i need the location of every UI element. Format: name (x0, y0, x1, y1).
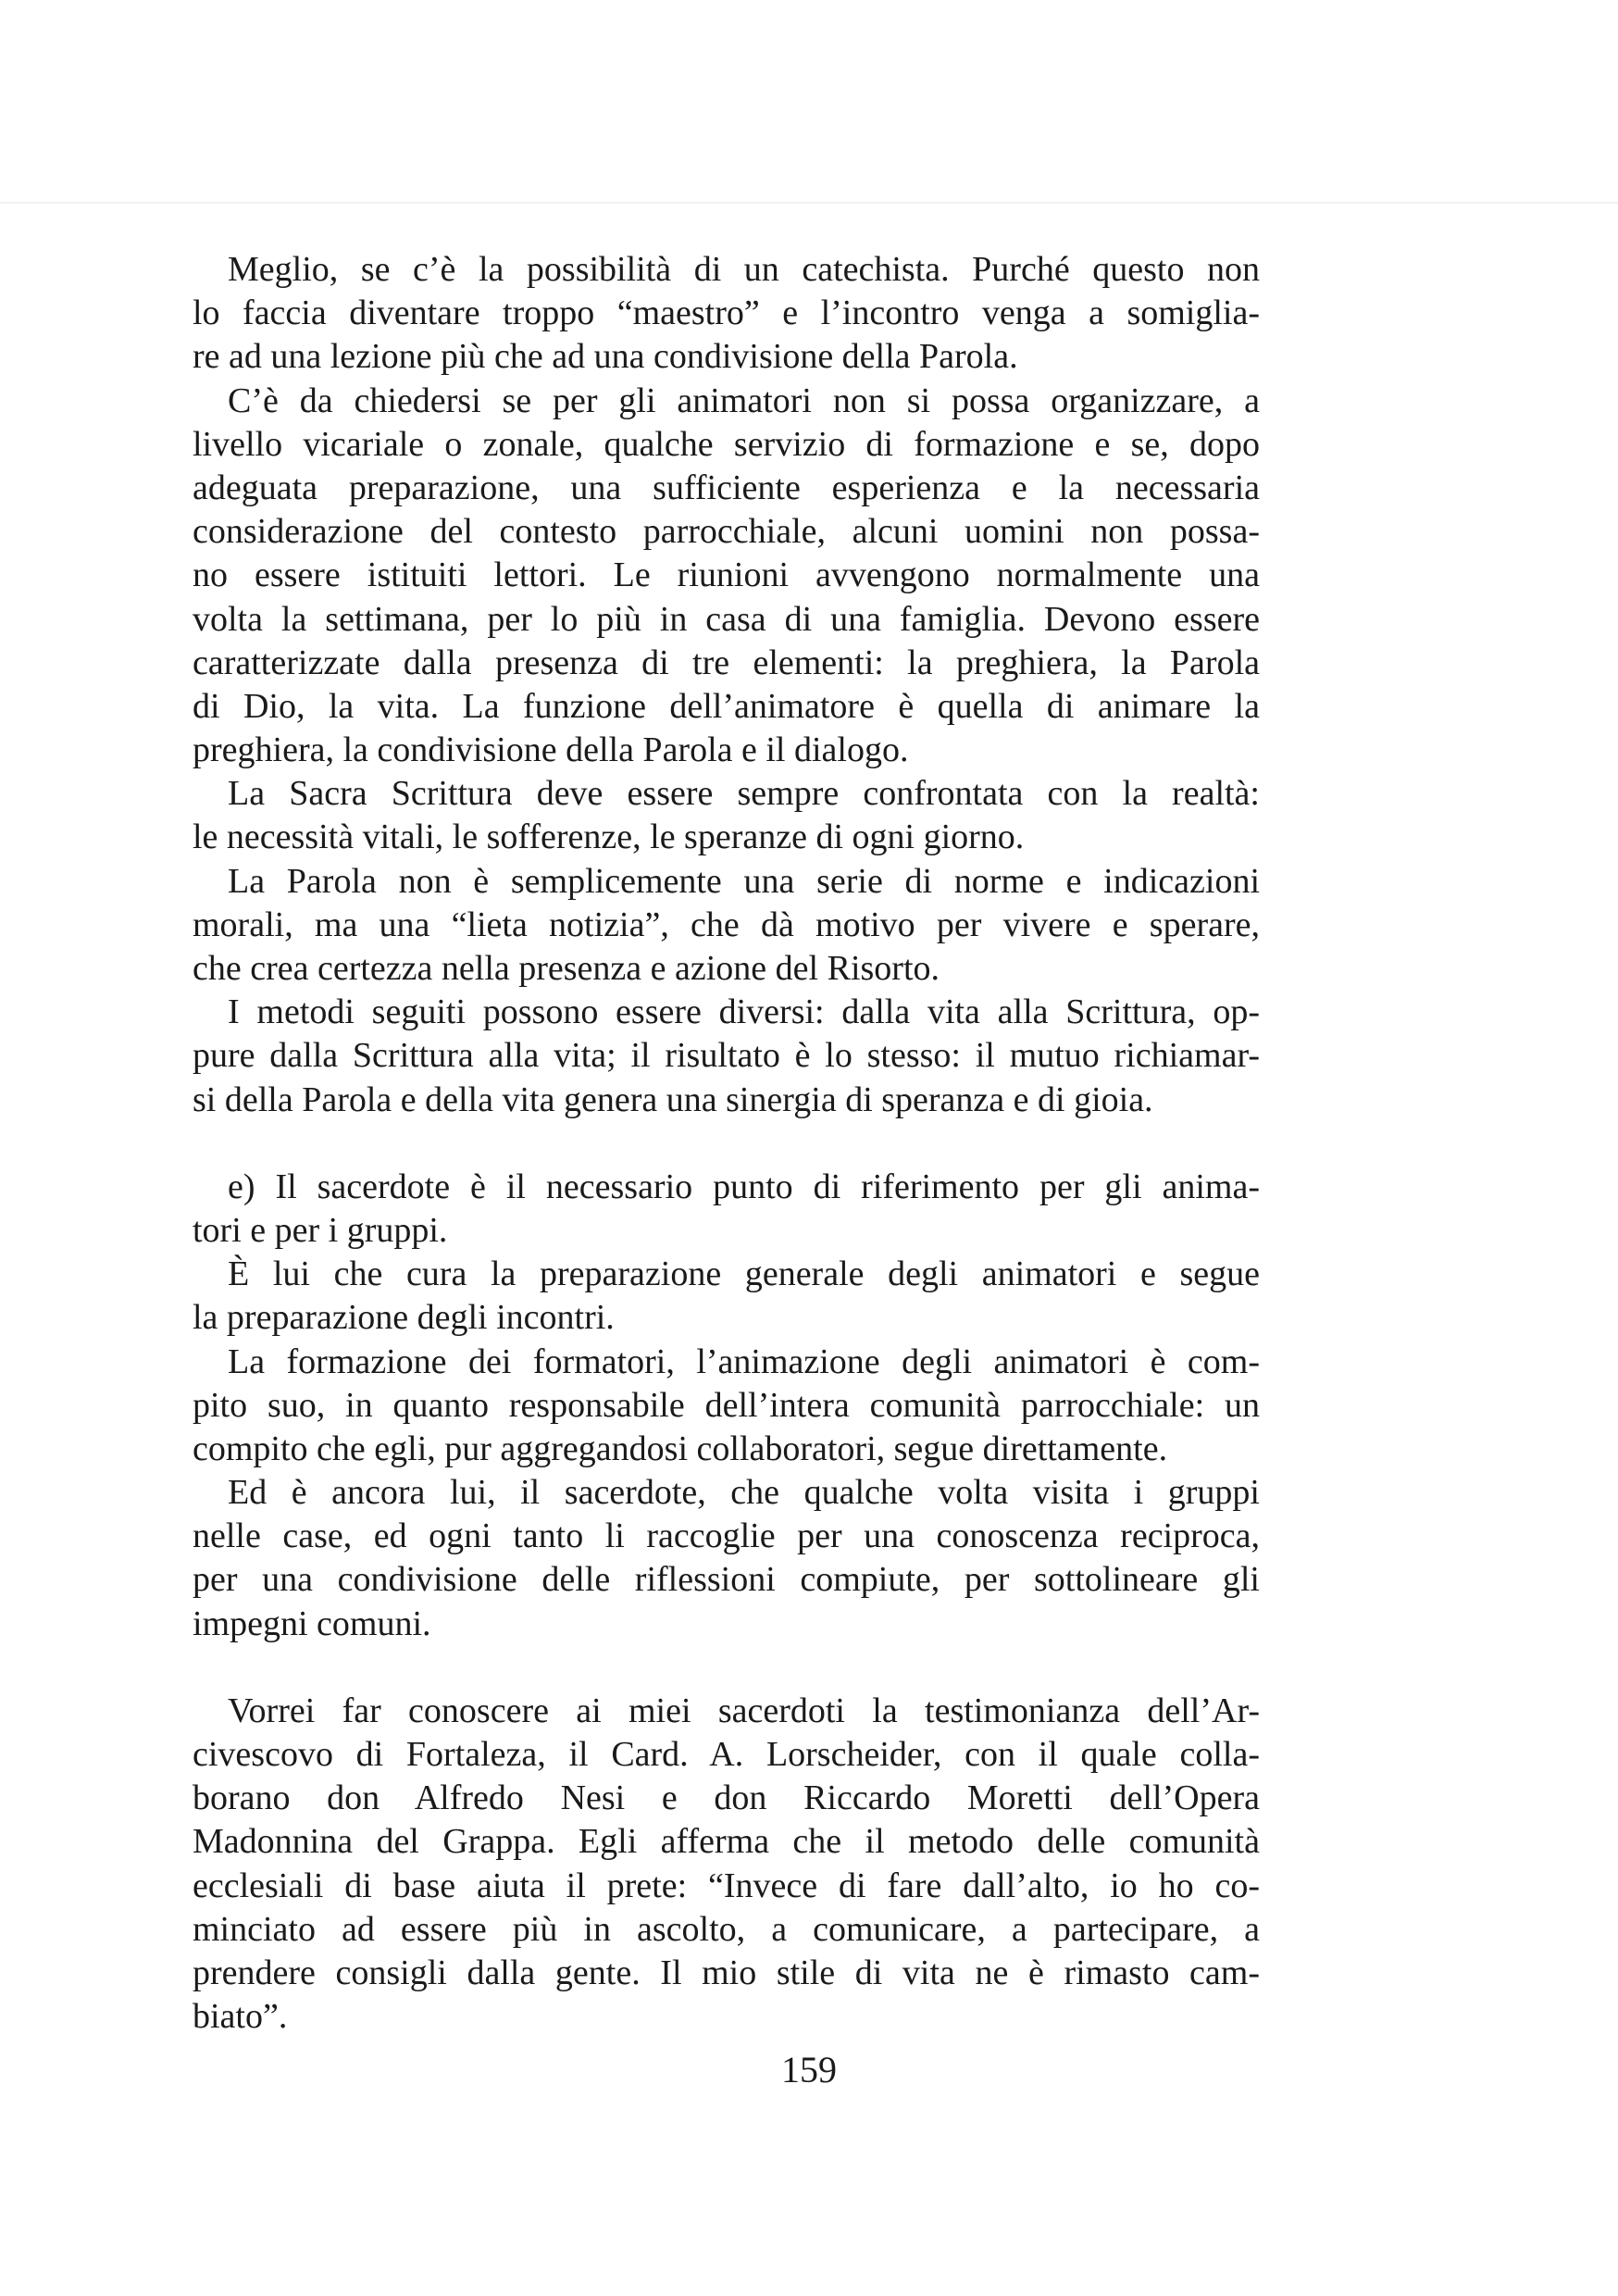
text-line: civescovo di Fortaleza, il Card. A. Lorscheider, con il quale colla- (193, 1735, 1260, 1774)
text-line: le necessità vitali, le sofferenze, le speranze di ogni giorno. (193, 817, 1025, 857)
text-line: no essere istituiti lettori. Le riunioni avvengono normalmente una (193, 555, 1260, 595)
text-line: Meglio, se c’è la possibilità di un catechista. Purché questo non (228, 250, 1260, 289)
text-line: ecclesiali di base aiuta il prete: “Invece di fare dall’alto, io ho co- (193, 1866, 1260, 1905)
paragraph (193, 1253, 1260, 1340)
text-line: La Parola non è semplicemente una serie di norme e indicazioni (228, 861, 1260, 901)
text-line: La Sacra Scrittura deve essere sempre confrontata con la realtà: (228, 774, 1260, 814)
text-line: tori e per i gruppi. (193, 1210, 448, 1250)
text-line: preghiera, la condivisione della Parola e il dialogo. (193, 730, 909, 770)
text-line: e) Il sacerdote è il necessario punto di riferimento per gli anima- (228, 1167, 1260, 1206)
text-line: lo faccia diventare troppo “maestro” e l’incontro venga a somiglia- (193, 293, 1260, 333)
text-line: compito che egli, pur aggregandosi collaboratori, segue direttamente. (193, 1429, 1168, 1468)
text-line: caratterizzate dalla presenza di tre elementi: la preghiera, la Parola (193, 643, 1260, 682)
paragraph (193, 860, 1260, 992)
paragraph (193, 1166, 1260, 1253)
text-line: I metodi seguiti possono essere diversi: dalla vita alla Scrittura, op- (228, 992, 1260, 1032)
paragraph (193, 380, 1260, 773)
text-line: morali, ma una “lieta notizia”, che dà motivo per vivere e sperare, (193, 905, 1260, 944)
text-line: impegni comuni. (193, 1603, 431, 1643)
text-line: di Dio, la vita. La funzione dell’animatore è quella di animare la (193, 686, 1260, 726)
text-line: Ed è ancora lui, il sacerdote, che qualche volta visita i gruppi (228, 1473, 1260, 1513)
text-line: che crea certezza nella presenza e azione del Risorto. (193, 949, 940, 988)
text-line: considerazione del contesto parrocchiale, alcuni uomini non possa- (193, 512, 1260, 552)
paragraph (193, 991, 1260, 1122)
paragraph-gap (193, 1646, 1260, 1690)
text-line: adeguata preparazione, una sufficiente esperienza e la necessaria (193, 468, 1260, 507)
text-line: C’è da chiedersi se per gli animatori non si possa organizzare, a (228, 381, 1260, 420)
text-line: Madonnina del Grappa. Egli afferma che il metodo delle comunità (193, 1822, 1260, 1862)
paragraph (193, 1690, 1260, 2040)
paragraph (193, 1471, 1260, 1646)
text-line: re ad una lezione più che ad una condivisione della Parola. (193, 337, 1018, 377)
text-line: nelle case, ed ogni tanto li raccoglie per una conoscenza reciproca, (193, 1516, 1260, 1556)
text-line: volta la settimana, per lo più in casa di una famiglia. Devono essere (193, 599, 1260, 639)
text-line: pure dalla Scrittura alla vita; il risultato è lo stesso: il mutuo richiamar- (193, 1036, 1260, 1076)
text-line: La formazione dei formatori, l’animazione degli animatori è com- (228, 1341, 1260, 1381)
paragraph (193, 772, 1260, 859)
page-number: 159 (781, 2049, 837, 2090)
text-line: per una condivisione delle riflessioni compiute, per sottolineare gli (193, 1560, 1260, 1600)
text-line: si della Parola e della vita genera una sinergia di speranza e di gioia. (193, 1079, 1153, 1119)
paragraph-gap (193, 1122, 1260, 1166)
text-line: biato”. (193, 1997, 288, 2037)
text-line: minciato ad essere più in ascolto, a comunicare, a partecipare, a (193, 1909, 1260, 1949)
paragraph (193, 248, 1260, 380)
text-line: livello vicariale o zonale, qualche servizio di formazione e se, dopo (193, 424, 1260, 464)
text-line: la preparazione degli incontri. (193, 1298, 615, 1338)
text-line: È lui che cura la preparazione generale degli animatori e segue (228, 1254, 1260, 1294)
paragraph (193, 1341, 1260, 1472)
text-line: prendere consigli dalla gente. Il mio stile di vita ne è rimasto cam- (193, 1953, 1260, 1992)
text-line: Vorrei far conoscere ai miei sacerdoti la testimonianza dell’Ar- (228, 1691, 1260, 1730)
text-line: pito suo, in quanto responsabile dell’intera comunità parrocchiale: un (193, 1385, 1260, 1425)
body-text (193, 248, 1260, 2039)
text-line: borano don Alfredo Nesi e don Riccardo Moretti dell’Opera (193, 1778, 1260, 1818)
scan-edge-line (0, 202, 1618, 204)
